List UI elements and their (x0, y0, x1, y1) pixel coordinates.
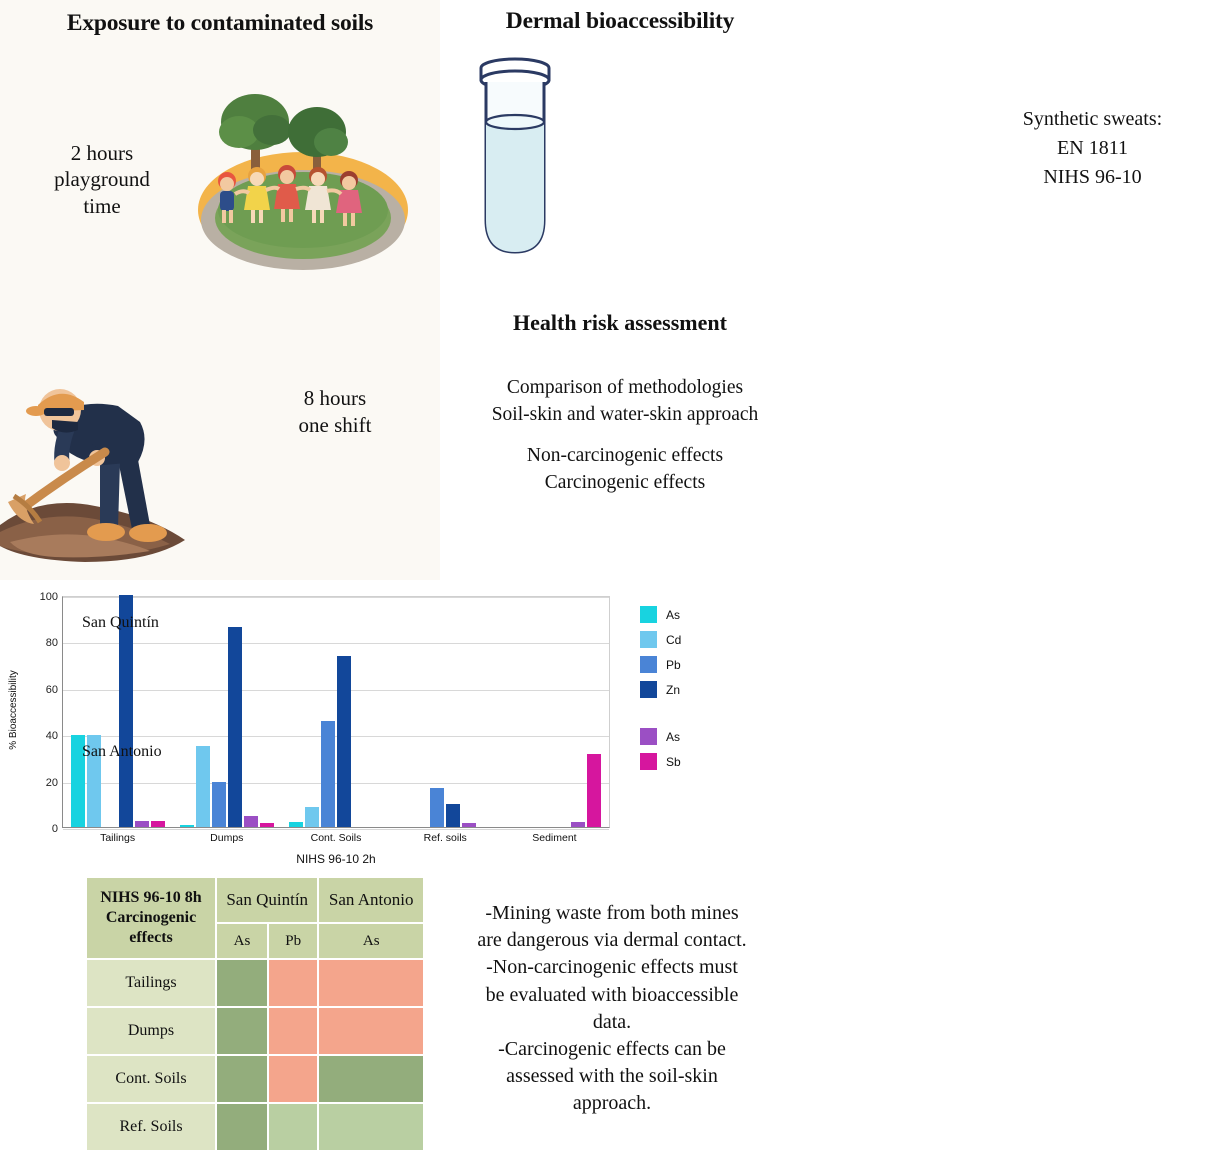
chart-bar-group (391, 597, 500, 844)
playground-time-line1: 2 hours (70, 141, 134, 165)
conclusion-line5: data. (592, 1010, 632, 1033)
chart-bar (446, 804, 460, 827)
playground-time-line3: time (83, 193, 121, 218)
chart-x-tick: Tailings (100, 832, 136, 844)
conclusion-line8: approach. (572, 1092, 652, 1115)
table-sub-header: As (318, 923, 424, 959)
table-risk-cell (268, 1103, 318, 1151)
health-title-wrap (440, 310, 800, 336)
chart-bar (212, 782, 226, 827)
chart-bar (260, 823, 274, 827)
legend-color-swatch (640, 753, 657, 770)
chart-bar (430, 788, 444, 827)
table-risk-cell (216, 1103, 268, 1151)
sweat-en1811: EN 1811 (1057, 137, 1128, 159)
corner-line3: effects (129, 929, 173, 946)
corner-line1: NIHS 96-10 8h (100, 889, 202, 906)
table-sub-header: As (216, 923, 268, 959)
chart-bar-group (281, 597, 390, 844)
chart-bar (321, 721, 335, 827)
legend-color-swatch (640, 728, 657, 745)
exposure-panel (0, 0, 440, 580)
table-risk-cell (216, 1055, 268, 1103)
bioaccessibility-chart (0, 580, 800, 870)
chart-bar-group (172, 597, 281, 844)
miner-time-line2: one shift (298, 413, 372, 438)
conclusion-line2: are dangerous via dermal contact. (477, 929, 747, 952)
chart-x-tick: Cont. Soils (310, 832, 362, 844)
chart-bar (180, 825, 194, 827)
chart-bar (135, 821, 149, 827)
chart-bar (196, 746, 210, 827)
chart-bar (571, 822, 585, 827)
table-group-header-san-antonio: San Antonio (318, 877, 424, 923)
table-row (86, 959, 424, 1007)
health-line3: Non-carcinogenic effects (526, 444, 724, 466)
dermal-panel (440, 0, 1163, 290)
miner-time-line1: 8 hours (303, 386, 367, 410)
legend-label: Pb (666, 657, 681, 672)
synthetic-sweats-text (970, 105, 1215, 192)
corner-line2: Carcinogenic (105, 909, 197, 926)
table-row (86, 1103, 424, 1151)
carcinogenic-risk-table (85, 876, 425, 1152)
health-title: Health risk assessment (513, 310, 727, 335)
conclusions-text (436, 900, 788, 1118)
chart-bar (289, 822, 303, 827)
chart-y-tick: 0 (51, 823, 58, 835)
chart-bar (244, 816, 258, 827)
table-row-label: Cont. Soils (86, 1055, 216, 1103)
table-risk-cell (318, 1055, 424, 1103)
legend-label: As (666, 729, 681, 744)
legend-item (640, 724, 800, 749)
legend-item (640, 652, 800, 677)
table-row-label: Tailings (86, 959, 216, 1007)
health-line2: Soil-skin and water-skin approach (491, 403, 759, 425)
legend-label: Zn (666, 682, 681, 697)
chart-gridline (63, 829, 609, 830)
chart-y-tick: 100 (39, 591, 58, 603)
health-line1: Comparison of methodologies (506, 377, 744, 398)
table-risk-cell (268, 1007, 318, 1055)
test-tube-icon (455, 50, 575, 270)
chart-x-axis-label: NIHS 96-10 2h (296, 852, 376, 866)
playground-time-line2: playground (54, 167, 150, 192)
sweats-label: Synthetic sweats: (1022, 108, 1163, 130)
table-sub-header: Pb (268, 923, 318, 959)
legend-item (640, 677, 800, 702)
table-risk-cell (216, 959, 268, 1007)
sweat-nihs: NIHS 96-10 (1043, 166, 1142, 188)
playground-illustration (175, 60, 430, 275)
table-group-header-san-quintin: San Quintín (216, 877, 318, 923)
table-row-label: Dumps (86, 1007, 216, 1055)
playground-time-text (22, 140, 182, 219)
health-body (444, 375, 806, 497)
miner-illustration (0, 310, 250, 575)
table-row (86, 1055, 424, 1103)
chart-bar-group (500, 597, 609, 844)
legend-label: Sb (666, 754, 681, 769)
table-header-row (86, 877, 424, 923)
legend-item (640, 627, 800, 652)
chart-x-tick: Ref. soils (423, 832, 467, 844)
table-risk-cell (318, 1103, 424, 1151)
table-risk-cell (318, 1007, 424, 1055)
table-corner-header (86, 877, 216, 959)
legend-color-swatch (640, 656, 657, 673)
chart-x-tick: Sediment (532, 832, 577, 844)
table-row-label: Ref. Soils (86, 1103, 216, 1151)
chart-y-tick: 60 (45, 683, 58, 696)
table-risk-cell (268, 1055, 318, 1103)
health-line4: Carcinogenic effects (544, 471, 706, 493)
legend-group-san-quintin: San Quintín (82, 614, 159, 631)
chart-bar (228, 627, 242, 827)
chart-y-tick: 80 (45, 637, 58, 650)
conclusion-line7: assessed with the soil-skin (506, 1065, 718, 1088)
conclusion-line4: be evaluated with bioaccessible (485, 983, 739, 1006)
dermal-title: Dermal bioaccessibility (505, 8, 735, 34)
conclusion-line6: -Carcinogenic effects can be (498, 1037, 726, 1060)
miner-time-text (250, 385, 420, 440)
legend-label: As (666, 607, 681, 622)
legend-item (640, 749, 800, 774)
chart-x-tick: Dumps (210, 832, 244, 844)
exposure-title: Exposure to contaminated soils (66, 10, 374, 36)
chart-bar (151, 821, 165, 827)
legend-item (640, 602, 800, 627)
legend-color-swatch (640, 631, 657, 648)
chart-legend (640, 602, 800, 774)
chart-y-axis-label: % Bioaccessibility (8, 670, 19, 750)
conclusion-line1: -Mining waste from both mines (485, 902, 739, 924)
legend-color-swatch (640, 606, 657, 623)
chart-y-tick: 40 (45, 730, 58, 743)
chart-bar (305, 807, 319, 827)
legend-color-swatch (640, 681, 657, 698)
table-risk-cell (268, 959, 318, 1007)
conclusion-line3: -Non-carcinogenic effects must (486, 956, 738, 979)
chart-y-tick: 20 (45, 776, 58, 789)
legend-label: Cd (666, 632, 682, 647)
chart-bar (462, 823, 476, 827)
table-row (86, 1007, 424, 1055)
legend-group-san-antonio: San Antonio (82, 743, 162, 760)
table-risk-cell (216, 1007, 268, 1055)
table-risk-cell (318, 959, 424, 1007)
chart-bar (587, 754, 601, 827)
chart-bar (337, 656, 351, 827)
